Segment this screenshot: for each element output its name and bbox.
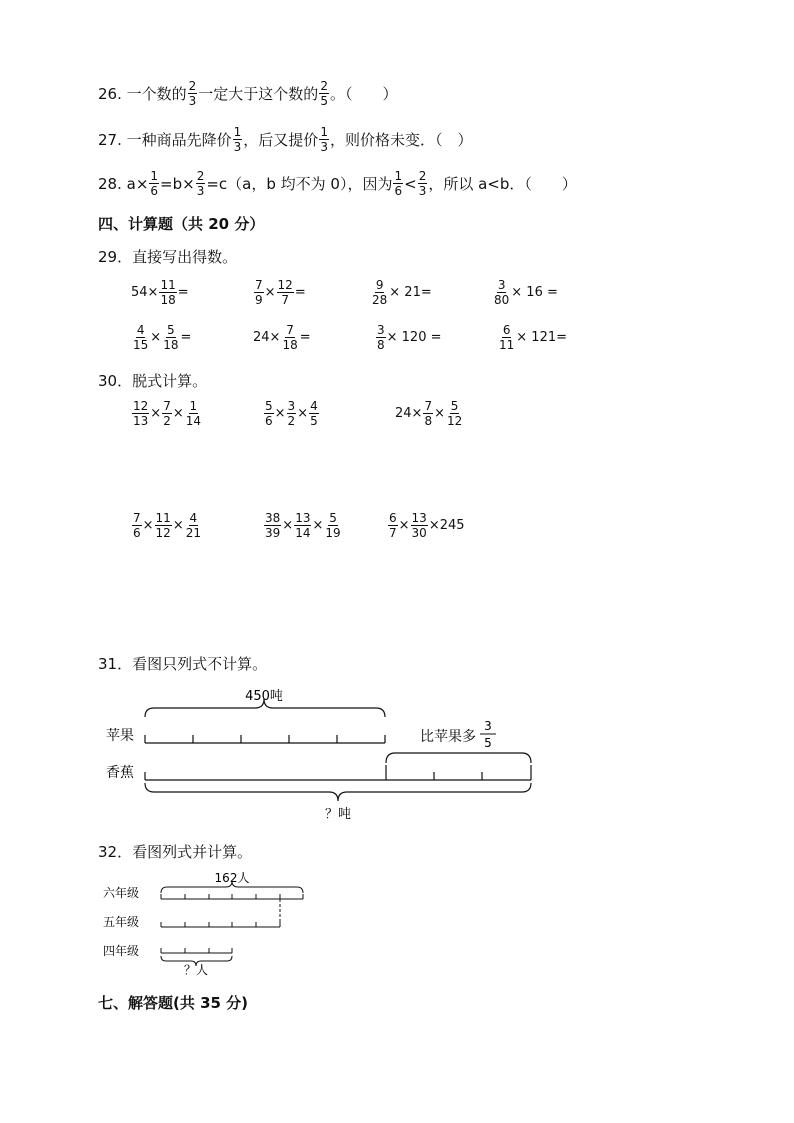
expression-text: × 21= [389, 285, 432, 300]
question-number: 28. [98, 174, 122, 193]
fraction: $\frac{7}{18}$ [282, 323, 298, 352]
expression-text: × 121= [516, 330, 568, 345]
question-text: 一个数的 [126, 85, 187, 103]
fraction: $\frac{3}{80}$ [494, 278, 510, 307]
times-sign: × [434, 406, 445, 421]
grade4-label: 四年级 [103, 944, 140, 958]
question-27 [98, 126, 472, 153]
fraction: $\frac{1}{6}$ [394, 169, 403, 198]
expression-text: × [150, 330, 162, 345]
grade4-ticks [161, 948, 232, 953]
expression-text: 24× [253, 330, 281, 345]
oral-calc-item [131, 324, 191, 351]
times-sign: × [142, 518, 154, 533]
banana-ticks [145, 765, 531, 780]
times-sign: × [150, 406, 162, 421]
question-28 [98, 170, 577, 197]
stepwise-calc-item [263, 512, 343, 539]
fraction: $\frac{7}{9}$ [255, 278, 263, 307]
fraction: $\frac{2}{5}$ [320, 79, 328, 108]
question-text: =c（a，b 均不为 0），因为 [206, 175, 393, 193]
question-text: 一种商品先降价 [126, 131, 232, 149]
fraction: $\frac{2}{3}$ [188, 79, 197, 108]
stepwise-calc-item [387, 512, 465, 539]
fraction: $\frac{1}{14}$ [185, 399, 202, 428]
apple-label: 苹果 [106, 728, 134, 744]
more-label: 比苹果多 [420, 729, 476, 745]
expression-text: ×245 [428, 518, 465, 533]
question-text: =b× [160, 174, 195, 193]
stepwise-calc-item [131, 512, 203, 539]
less-than-sign: < [404, 174, 417, 193]
question-32-title: 32．看图列式并计算。 [98, 843, 253, 861]
fraction: $\frac{3}{2}$ [287, 399, 296, 428]
question-30-title: 30．脱式计算。 [98, 372, 208, 390]
oral-calc-item [253, 279, 306, 306]
fraction: $\frac{5}{18}$ [163, 323, 179, 352]
fraction-denominator: 5 [484, 736, 492, 750]
oral-calc-item [370, 279, 432, 306]
oral-calc-item [375, 324, 442, 351]
question-text: 一定大于这个数的 [198, 85, 319, 103]
section-heading-4: 四、计算题（共 20 分） [98, 215, 265, 233]
oral-calc-item [131, 279, 189, 306]
times-sign: × [274, 406, 286, 421]
bottom-brace [145, 783, 531, 801]
question-31-title: 31．看图只列式不计算。 [98, 655, 268, 673]
grade5-label: 五年级 [103, 915, 140, 929]
expression-text: 54× [131, 285, 159, 300]
bottom-brace-label: ？吨 [324, 807, 352, 822]
fraction: $\frac{5}{19}$ [325, 511, 341, 540]
fraction: $\frac{7}{6}$ [133, 511, 141, 540]
grade5-ticks [161, 922, 280, 927]
oral-calc-item [253, 324, 311, 351]
grade6-ticks [161, 894, 303, 899]
answer-bracket: 。（ ） [329, 85, 398, 103]
banana-label: 香蕉 [106, 765, 134, 781]
expression-text: 24× [395, 406, 423, 421]
expression-text: = [294, 285, 306, 300]
times-sign: × [172, 518, 184, 533]
fraction: $\frac{6}{11}$ [499, 323, 515, 352]
grade6-label: 六年级 [103, 886, 140, 900]
fraction: $\frac{38}{39}$ [265, 511, 281, 540]
times-sign: × [282, 518, 294, 533]
expression-text: = [299, 330, 311, 345]
fraction: $\frac{6}{7}$ [389, 511, 397, 540]
question-26 [98, 80, 397, 107]
top-brace-label: 450吨 [245, 689, 283, 704]
fraction: $\frac{7}{8}$ [424, 399, 433, 428]
fraction: $\frac{4}{5}$ [310, 399, 318, 428]
expression-text: × 16 = [511, 285, 558, 300]
fraction: $\frac{4}{21}$ [185, 511, 202, 540]
fraction: $\frac{3}{8}$ [377, 323, 385, 352]
question-text: ，后又提价 [243, 131, 319, 149]
fraction: $\frac{11}{12}$ [155, 511, 171, 540]
fraction: $\frac{5}{6}$ [265, 399, 273, 428]
fraction: $\frac{7}{2}$ [163, 399, 171, 428]
fraction: $\frac{13}{14}$ [295, 511, 311, 540]
expression-text: = [177, 285, 189, 300]
question-29-title: 29．直接写出得数。 [98, 248, 238, 266]
fraction: $\frac{13}{30}$ [411, 511, 427, 540]
stepwise-calc-item [395, 400, 464, 427]
extra-brace [386, 753, 531, 763]
fraction: $\frac{1}{6}$ [150, 169, 159, 198]
q32-line-diagram [0, 865, 794, 985]
apple-ticks [145, 735, 385, 743]
fraction: $\frac{2}{3}$ [418, 169, 427, 198]
times-sign: × [172, 406, 184, 421]
top-brace-label: 162人 [214, 871, 250, 885]
q31-line-diagram [0, 680, 794, 830]
fraction: $\frac{12}{13}$ [133, 399, 149, 428]
section-heading-7: 七、解答题(共 35 分) [98, 994, 249, 1012]
fraction: $\frac{12}{7}$ [277, 278, 293, 307]
times-sign: × [398, 518, 410, 533]
bottom-brace-label: ？人 [183, 963, 209, 977]
fraction: $\frac{11}{18}$ [160, 278, 176, 307]
expression-text: = [180, 330, 192, 345]
expression-text: × 120 = [386, 330, 442, 345]
question-number: 26. [98, 84, 122, 103]
question-text: ，所以 a<b．（ ） [428, 175, 577, 193]
question-text: a× [126, 174, 149, 193]
oral-calc-item [492, 279, 558, 306]
stepwise-calc-item [263, 400, 320, 427]
fraction: $\frac{2}{3}$ [196, 169, 205, 198]
expression-text: × [264, 285, 276, 300]
fraction: $\frac{1}{3}$ [320, 125, 328, 154]
times-sign: × [312, 518, 324, 533]
fraction: $\frac{5}{12}$ [446, 399, 463, 428]
fraction: $\frac{9}{28}$ [372, 278, 388, 307]
question-number: 27. [98, 130, 122, 149]
oral-calc-item [497, 324, 567, 351]
times-sign: × [297, 406, 309, 421]
fraction: $\frac{4}{15}$ [133, 323, 149, 352]
fraction-numerator: 3 [484, 719, 492, 733]
fraction: $\frac{1}{3}$ [233, 125, 242, 154]
stepwise-calc-item [131, 400, 203, 427]
answer-bracket: ，则价格未变．（ ） [329, 131, 473, 149]
